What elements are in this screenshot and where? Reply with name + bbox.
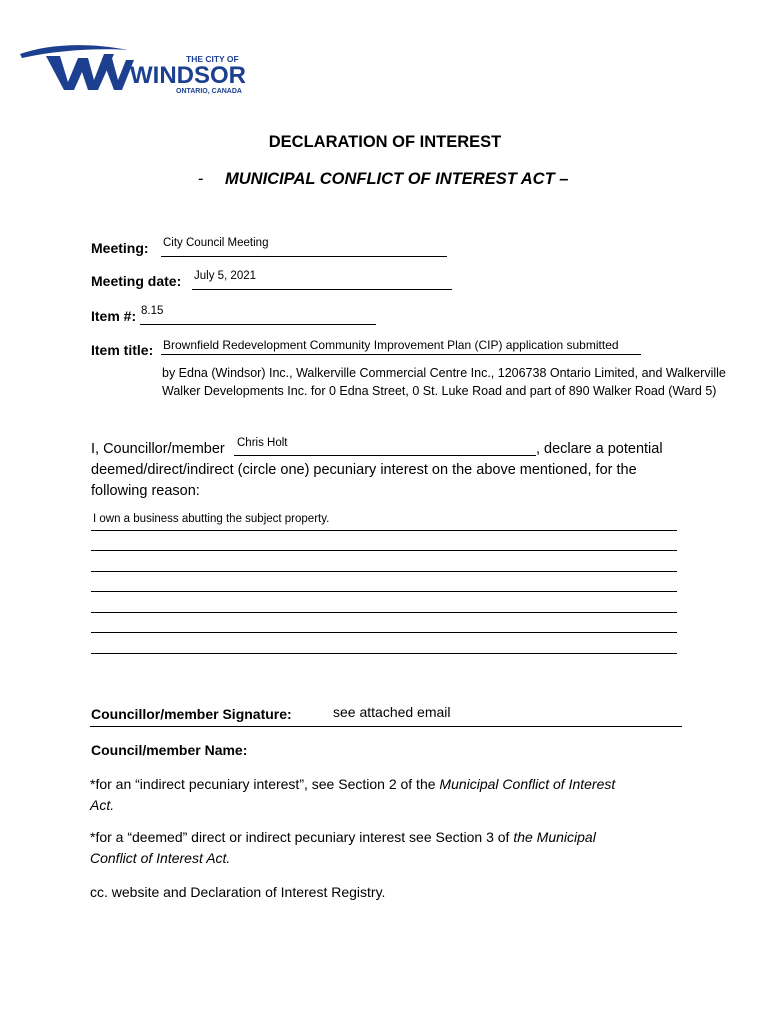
item-number-value: 8.15: [141, 305, 164, 317]
note-indirect-interest: [90, 774, 680, 816]
logo-main-text: WINDSOR: [130, 62, 246, 89]
item-number-field[interactable]: [140, 305, 376, 325]
reason-line-4[interactable]: [91, 591, 677, 592]
reason-line-6[interactable]: [91, 632, 677, 633]
member-name-label: Council/member Name:: [91, 742, 248, 758]
reason-line-1[interactable]: [91, 530, 677, 531]
cc-line: cc. website and Declaration of Interest Registry.: [90, 884, 386, 900]
reason-line-3[interactable]: [91, 571, 677, 572]
note-2-plain: *for a “deemed” direct or indirect pecuniary interest see Section 3 of: [90, 829, 514, 845]
item-number-label: Item #:: [91, 308, 137, 324]
meeting-date-field[interactable]: [192, 270, 452, 290]
item-title-value: Brownfield Redevelopment Community Improvement Plan (CIP) application submitted: [163, 338, 619, 352]
declaration-suffix: , declare a potential: [536, 441, 663, 457]
meeting-date-label: Meeting date:: [91, 273, 182, 289]
windsor-logo-graphic: [18, 42, 268, 98]
declaration-line-3: following reason:: [91, 483, 200, 499]
note-1-plain: *for an “indirect pecuniary interest”, see Section 2 of the: [90, 776, 440, 792]
subtitle-dash: -: [198, 170, 204, 188]
reason-line-2[interactable]: [91, 550, 677, 551]
meeting-field[interactable]: [161, 237, 447, 257]
note-deemed-interest: [90, 827, 680, 869]
page-subtitle: MUNICIPAL CONFLICT OF INTEREST ACT –: [225, 170, 569, 188]
reason-text: I own a business abutting the subject property.: [93, 513, 330, 525]
item-title-label: Item title:: [91, 342, 154, 358]
declaration-line-2: deemed/direct/indirect (circle one) pecuniary interest on the above mentioned, for the: [91, 462, 637, 478]
signature-value: see attached email: [333, 704, 451, 720]
note-1-italic-2: Act.: [90, 797, 115, 813]
note-2-italic-1: the Municipal: [513, 829, 596, 845]
signature-label: Councillor/member Signature:: [91, 706, 292, 722]
city-of-windsor-logo: [18, 42, 268, 98]
item-title-field[interactable]: [161, 338, 641, 355]
member-name-value: Chris Holt: [237, 437, 288, 449]
logo-small-bottom: ONTARIO, CANADA: [176, 88, 242, 95]
signature-line[interactable]: [90, 726, 682, 727]
meeting-date-value: July 5, 2021: [194, 270, 257, 282]
item-title-continuation-2: Walker Developments Inc. for 0 Edna Street, 0 St. Luke Road and part of 890 Walker Road (Ward 5): [162, 384, 717, 398]
reason-line-5[interactable]: [91, 612, 677, 613]
item-title-continuation-1: by Edna (Windsor) Inc., Walkerville Commercial Centre Inc., 1206738 Ontario Limited, and Walkerville: [162, 366, 726, 380]
meeting-label: Meeting:: [91, 240, 149, 256]
member-name-field[interactable]: [234, 439, 536, 456]
note-1-italic-1: Municipal Conflict of Interest: [439, 776, 616, 792]
logo-small-top: THE CITY OF: [186, 54, 239, 64]
page-title: DECLARATION OF INTEREST: [268, 133, 502, 151]
note-2-italic-2: Conflict of Interest Act.: [90, 850, 231, 866]
meeting-value: City Council Meeting: [163, 237, 269, 249]
declaration-prefix: I, Councillor/member: [91, 441, 225, 457]
reason-line-7[interactable]: [91, 653, 677, 654]
